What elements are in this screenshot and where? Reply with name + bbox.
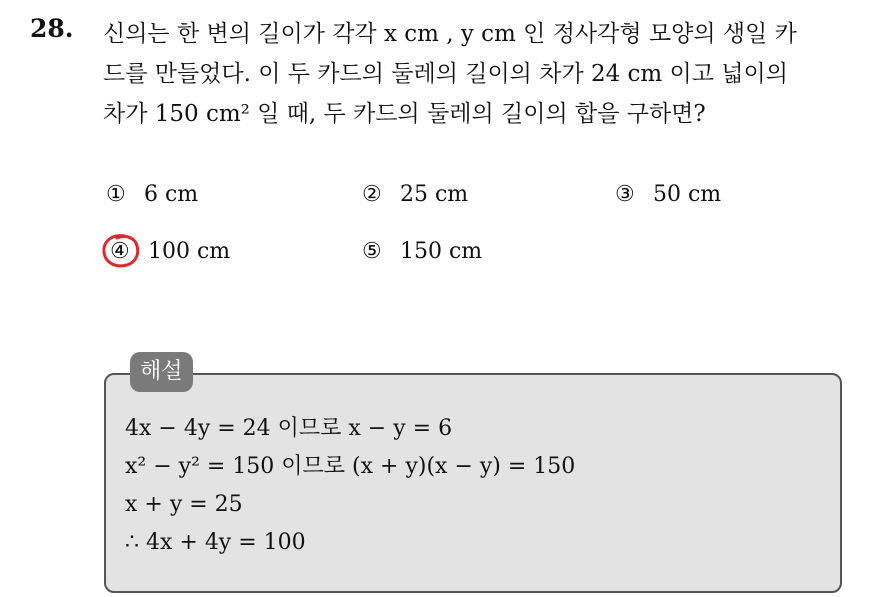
- solution-line: ∴ 4x + 4y = 100: [125, 530, 306, 555]
- choice-2[interactable]: [362, 182, 468, 207]
- choice-5[interactable]: [362, 239, 482, 264]
- choice-marker: ⑤: [362, 239, 382, 264]
- choice-label: 100 cm: [148, 239, 231, 264]
- question-line: 드를 만들었다. 이 두 카드의 둘레의 길이의 차가 24 cm 이고 넓이의: [103, 61, 788, 87]
- choice-1[interactable]: [106, 182, 198, 207]
- choice-label: 50 cm: [653, 182, 722, 207]
- choice-label: 150 cm: [400, 239, 483, 264]
- choice-marker: ③: [615, 182, 635, 207]
- question-line: 차가 150 cm² 일 때, 두 카드의 둘레의 길이의 합을 구하면?: [103, 101, 706, 127]
- solution-line: x² − y² = 150 이므로 (x + y)(x − y) = 150: [125, 454, 576, 479]
- solution-text: [125, 410, 575, 562]
- choice-marker: ②: [362, 182, 382, 207]
- choice-marker: ④: [110, 239, 130, 264]
- choice-3[interactable]: [615, 182, 721, 207]
- solution-line: x + y = 25: [125, 492, 243, 517]
- choice-4[interactable]: [110, 239, 230, 264]
- solution-tag: 해설: [130, 352, 193, 392]
- question-text: [103, 14, 873, 134]
- question-number: 28.: [30, 14, 74, 43]
- choice-label: 6 cm: [144, 182, 199, 207]
- choice-marker: ①: [106, 182, 126, 207]
- choice-label: 25 cm: [400, 182, 469, 207]
- solution-line: 4x − 4y = 24 이므로 x − y = 6: [125, 416, 453, 441]
- question-line: 신의는 한 변의 길이가 각각 x cm , y cm 인 정사각형 모양의 생일 카: [103, 21, 797, 47]
